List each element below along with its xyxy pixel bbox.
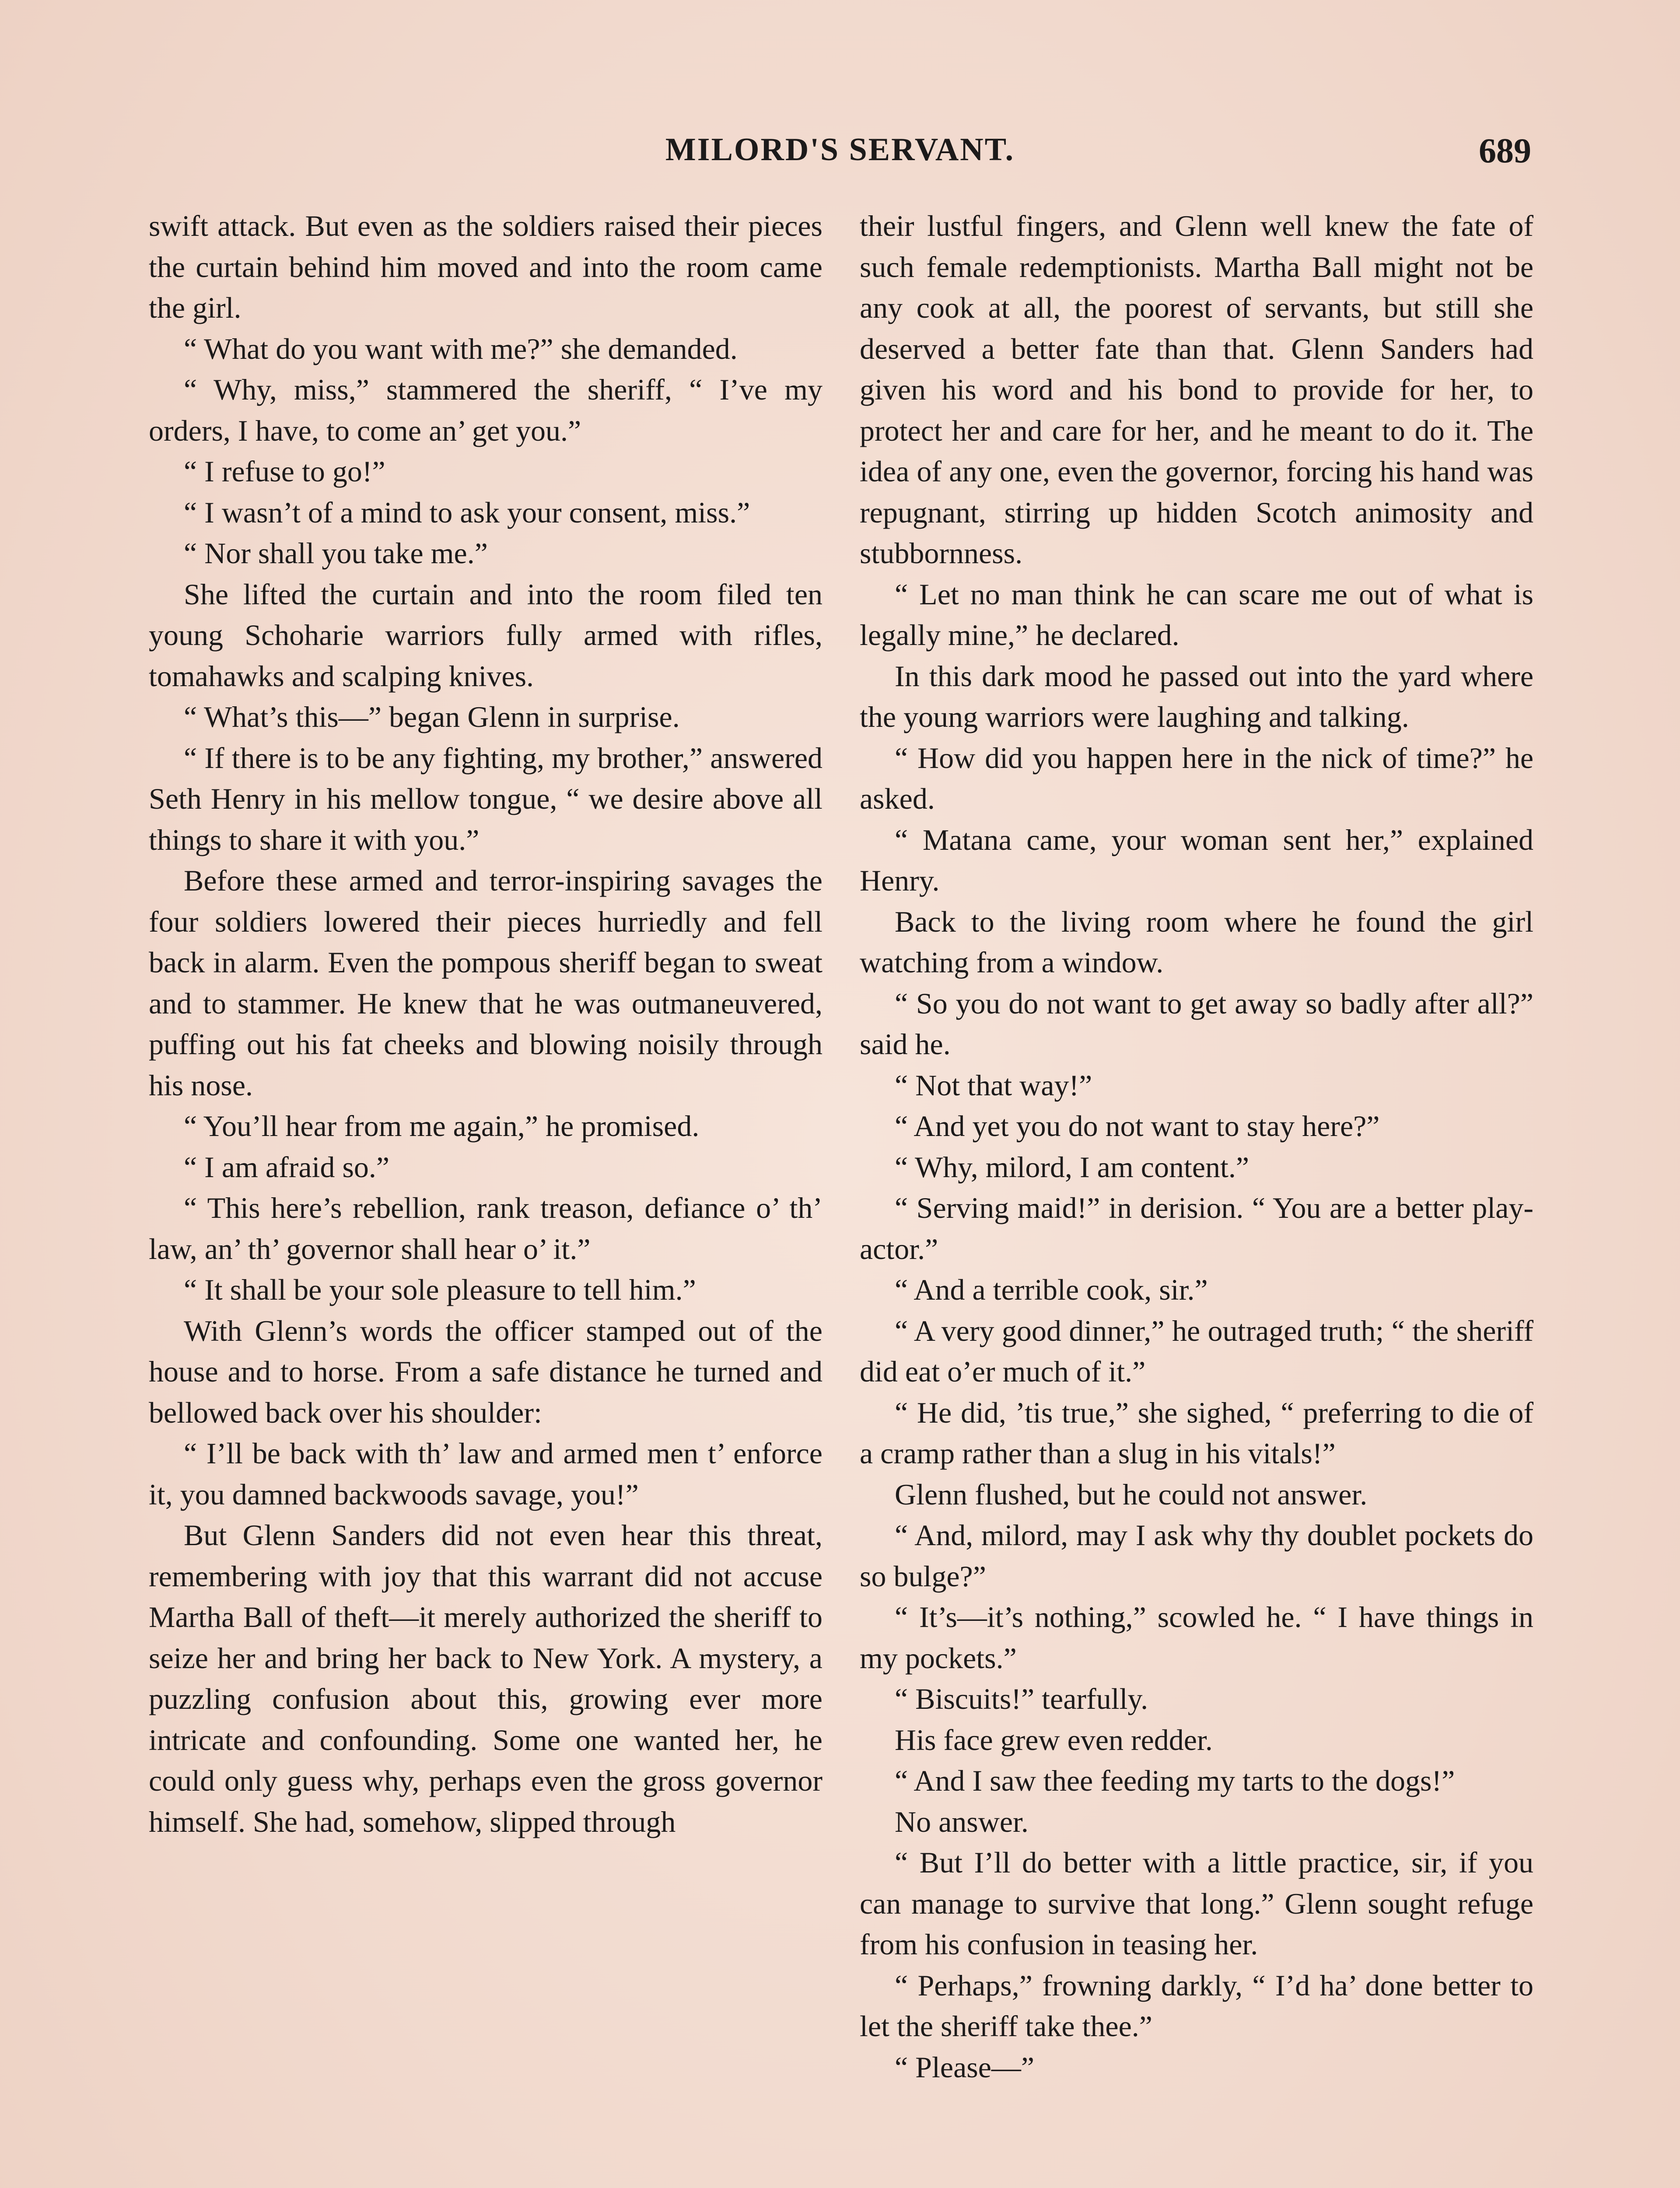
paragraph: their lustful fingers, and Glenn well knew the fate of such female redemptionists. Martha Ball might not be any cook at all, the poorest of servants, but still she deserved a better fate than that. Glenn Sanders had given his word and his bond to provide for her, to protect her and care for her, and he meant to do it. The idea of any one, even the governor, forcing his hand was repugnant, stirring up hidden Scotch animosity and stubbornness. [860, 209, 1533, 570]
paragraph: “ If there is to be any fighting, my brother,” answered Seth Henry in his mellow tongue, “ we desire above all things to share it with you.” [149, 741, 822, 856]
paragraph: “ Serving maid!” in derision. “ You are a better play-actor.” [860, 1191, 1533, 1266]
paragraph: She lifted the curtain and into the room filed ten young Schoharie warriors fully armed with rifles, tomahawks and scalping knives. [149, 577, 822, 693]
paragraph: “ What do you want with me?” she demanded. [184, 332, 738, 365]
paragraph: “ A very good dinner,” he outraged truth; “ the sheriff did eat o’er much of it.” [860, 1314, 1533, 1388]
paragraph: “ I refuse to go!” [184, 455, 385, 488]
left-column [149, 206, 822, 1842]
page-number: 689 [1479, 132, 1531, 170]
paragraph: “ Please—” [895, 2050, 1035, 2084]
paragraph: “ This here’s rebellion, rank treason, defiance o’ th’ law, an’ th’ governor shall hear o’ it.” [149, 1191, 822, 1266]
page-header [149, 131, 1531, 184]
paragraph: “ I’ll be back with th’ law and armed men t’ enforce it, you damned backwoods savage, you!” [149, 1437, 822, 1511]
paragraph: “ How did you happen here in the nick of time?” he asked. [860, 741, 1533, 815]
paragraph: “ I am afraid so.” [184, 1150, 390, 1184]
paragraph: Before these armed and terror-inspiring savages the four soldiers lowered their pieces hurriedly and fell back in alarm. Even the pompous sheriff began to sweat and to stammer. He knew that he was outmaneuvered, puffing out his fat cheeks and blowing noisily through his nose. [149, 864, 822, 1102]
paragraph: “ Not that way!” [895, 1068, 1092, 1102]
paragraph: “ Why, miss,” stammered the sheriff, “ I’ve my orders, I have, to come an’ get you.” [149, 373, 822, 447]
paragraph: “ So you do not want to get away so badly after all?” said he. [860, 986, 1533, 1061]
paragraph: swift attack. But even as the soldiers raised their pieces the curtain behind him moved and into the room came the girl. [149, 209, 822, 324]
paragraph: “ He did, ’tis true,” she sighed, “ preferring to die of a cramp rather than a slug in his vitals!” [860, 1396, 1533, 1470]
paragraph: With Glenn’s words the officer stamped out of the house and to horse. From a safe distance he turned and bellowed back over his shoulder: [149, 1314, 822, 1429]
paragraph: “ You’ll hear from me again,” he promised. [184, 1109, 700, 1143]
paragraph: “ Biscuits!” tearfully. [895, 1682, 1148, 1715]
right-column [860, 206, 1533, 2088]
paragraph: Glenn flushed, but he could not answer. [895, 1477, 1368, 1511]
paragraph: “ It shall be your sole pleasure to tell him.” [184, 1273, 696, 1306]
paragraph: Back to the living room where he found the girl watching from a window. [860, 905, 1533, 979]
paragraph: No answer. [895, 1805, 1029, 1838]
paragraph: “ Nor shall you take me.” [184, 536, 488, 570]
paragraph: “ Matana came, your woman sent her,” explained Henry. [860, 823, 1533, 897]
paragraph: “ What’s this—” began Glenn in surprise. [184, 700, 680, 733]
paragraph: “ Why, milord, I am content.” [895, 1150, 1250, 1184]
paragraph: “ And I saw thee feeding my tarts to the dogs!” [895, 1764, 1455, 1797]
paragraph: “ Perhaps,” frowning darkly, “ I’d ha’ done better to let the sheriff take thee.” [860, 1968, 1533, 2043]
paragraph: “ And a terrible cook, sir.” [895, 1273, 1208, 1306]
paragraph: “ But I’ll do better with a little practice, sir, if you can manage to survive that long.” Glenn sought refuge from his confusion in teasing her. [860, 1846, 1533, 1961]
running-head: MILORD'S SERVANT. [665, 132, 1015, 168]
paragraph: In this dark mood he passed out into the yard where the young warriors were laughing and talking. [860, 659, 1533, 733]
paragraph: “ And yet you do not want to stay here?” [895, 1109, 1380, 1143]
paragraph: “ Let no man think he can scare me out of what is legally mine,” he declared. [860, 577, 1533, 652]
paragraph: “ It’s—it’s nothing,” scowled he. “ I have things in my pockets.” [860, 1600, 1533, 1675]
paragraph: His face grew even redder. [895, 1723, 1213, 1757]
paragraph: “ I wasn’t of a mind to ask your consent, miss.” [184, 495, 750, 529]
paragraph: But Glenn Sanders did not even hear this threat, remembering with joy that this warrant did not accuse Martha Ball of theft—it merely authorized the sheriff to seize her and bring her back to New York. A mystery, a puzzling confusion about this, growing ever more intricate and confounding. Some one wanted her, he could only guess why, perhaps even the gross governor himself. She had, somehow, slipped through [149, 1518, 822, 1838]
paragraph: “ And, milord, may I ask why thy doublet pockets do so bulge?” [860, 1518, 1533, 1593]
